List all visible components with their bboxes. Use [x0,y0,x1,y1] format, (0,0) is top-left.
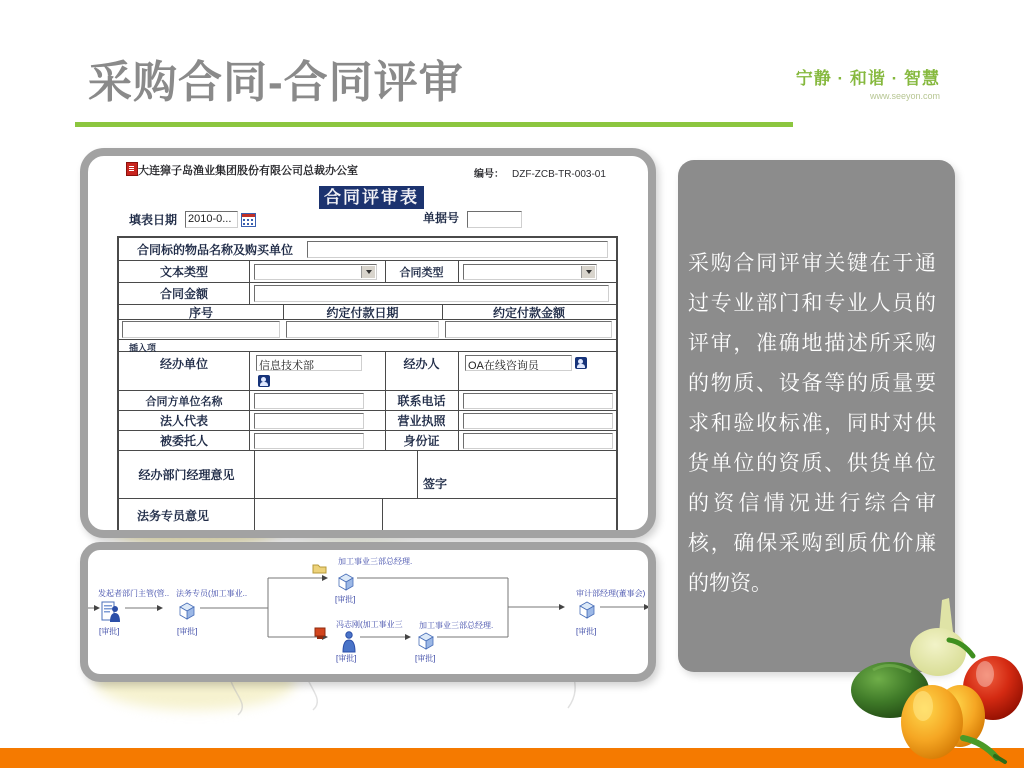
workflow-node-label: 加工事业三部总经理. [338,557,413,566]
page-title: 采购合同-合同评审 [88,58,464,107]
form-row-legal-opinion [119,499,616,538]
party-name-input[interactable] [254,393,364,409]
trustee-input[interactable] [254,433,364,449]
flag-mini-icon [313,626,328,640]
description-text: 采购合同评审关键在于通过专业部门和专业人员的评审，准确地描述所采购的物质、设备等的质量要求和验收标准，同时对供货单位的资质、供货单位的资信情况进行综合审核，确保采购到质优价廉的物资。 [688,252,936,595]
license-input[interactable] [463,413,613,429]
contract-type-select[interactable] [463,264,597,280]
cube-node-icon[interactable] [416,631,436,651]
agent-label: 经办人 [403,356,440,371]
form-row-trustee [119,431,616,451]
workflow-approve-tag: [审批] [335,595,356,604]
party-name-label: 合同方单位名称 [145,395,223,408]
workflow-node-label: 审计部经理(董事会) [576,589,646,598]
doc-icon [126,162,138,176]
workflow-connector-lines [86,550,656,674]
title-underline [75,122,793,127]
pay-seq-input[interactable] [122,321,280,338]
id-card-input[interactable] [463,433,613,449]
form-code-value: DZF-ZCB-TR-003-01 [512,169,606,180]
legal-rep-input[interactable] [254,413,364,429]
form-row-legal-rep [119,411,616,431]
phone-input[interactable] [463,393,613,409]
contract-form-panel [80,148,656,538]
chevron-down-icon[interactable] [581,266,595,278]
form-row-amount [119,283,616,305]
brand-site-url: www.seeyon.com [869,91,940,101]
workflow-approve-tag: [审批] [336,654,357,663]
form-title: 合同评审表 [319,186,424,209]
agent-input[interactable]: OA在线咨询员 [465,355,572,371]
workflow-approve-tag: [审批] [177,627,198,636]
clipboard-node-icon[interactable] [100,600,120,624]
receipt-no-input[interactable] [467,211,522,228]
workflow-node-label: 法务专员(加工事业.. [176,589,248,598]
member-picker-icon[interactable] [258,375,270,387]
license-label: 营业执照 [397,414,446,428]
form-org-name: 大连獐子岛渔业集团股份有限公司总裁办公室 [138,165,358,177]
agent-unit-label: 经办单位 [159,356,208,371]
cube-node-icon[interactable] [336,572,356,592]
fill-date-label: 填表日期 [129,213,178,227]
receipt-no-label: 单据号 [423,211,460,225]
form-row-pay-inputs [119,320,616,340]
amount-label: 合同金额 [159,287,208,301]
pay-amount-input[interactable] [445,321,612,338]
sign-label: 签字 [423,477,448,491]
form-row-agent [119,352,616,391]
pay-header-date: 约定付款日期 [326,305,399,320]
workflow-node-label: 加工事业三部总经理. [419,621,494,630]
phone-label: 联系电话 [397,394,446,408]
text-type-select[interactable] [254,264,377,280]
workflow-approve-tag: [审批] [415,654,436,663]
contract-form-table [117,236,618,534]
member-picker-icon[interactable] [575,357,587,369]
pay-date-input[interactable] [286,321,439,338]
fill-date-input[interactable]: 2010-0... [185,211,238,228]
text-type-label: 文本类型 [159,265,208,279]
subject-label: 合同标的物品名称及购买单位 [136,242,293,257]
legal-opinion-label: 法务专员意见 [137,509,210,523]
form-row-pay-headers [119,305,616,320]
calendar-icon[interactable] [241,213,256,227]
form-row-types [119,261,616,283]
id-card-label: 身份证 [403,434,440,448]
dept-opinion-label: 经办部门经理意见 [138,468,235,482]
form-code [474,165,606,180]
cube-node-icon[interactable] [177,601,197,621]
workflow-approve-tag: [审批] [99,627,120,636]
peppers-image [845,590,1024,768]
workflow-node-label: 冯志刚(加工事业三 [336,620,403,629]
amount-input[interactable] [254,285,609,302]
folder-mini-icon [312,561,327,575]
trustee-label: 被委托人 [159,434,208,448]
form-code-label: 编号： [474,169,504,180]
legal-rep-label: 法人代表 [159,414,208,428]
cube-node-icon[interactable] [577,600,597,620]
pay-header-amount: 约定付款金额 [492,305,565,320]
form-row-insert [119,340,616,352]
workflow-node-label: 发起者部门主管(管.. [98,589,170,598]
pay-header-seq: 序号 [188,305,213,320]
brand-tagline: 宁静 · 和谐 · 智慧 [795,69,940,88]
insert-item-label[interactable]: 插入项 [129,343,157,353]
contract-type-label: 合同类型 [399,266,444,279]
person-node-icon[interactable] [341,631,357,653]
form-row-subject [119,238,616,261]
chevron-down-icon[interactable] [361,266,375,278]
workflow-diagram [86,550,656,674]
subject-input[interactable] [307,241,608,258]
workflow-approve-tag: [审批] [576,627,597,636]
form-row-dept-opinion [119,451,616,499]
form-row-party [119,391,616,411]
brand-logo [796,64,940,101]
workflow-panel [80,542,656,682]
agent-unit-input[interactable]: 信息技术部 [256,355,362,371]
